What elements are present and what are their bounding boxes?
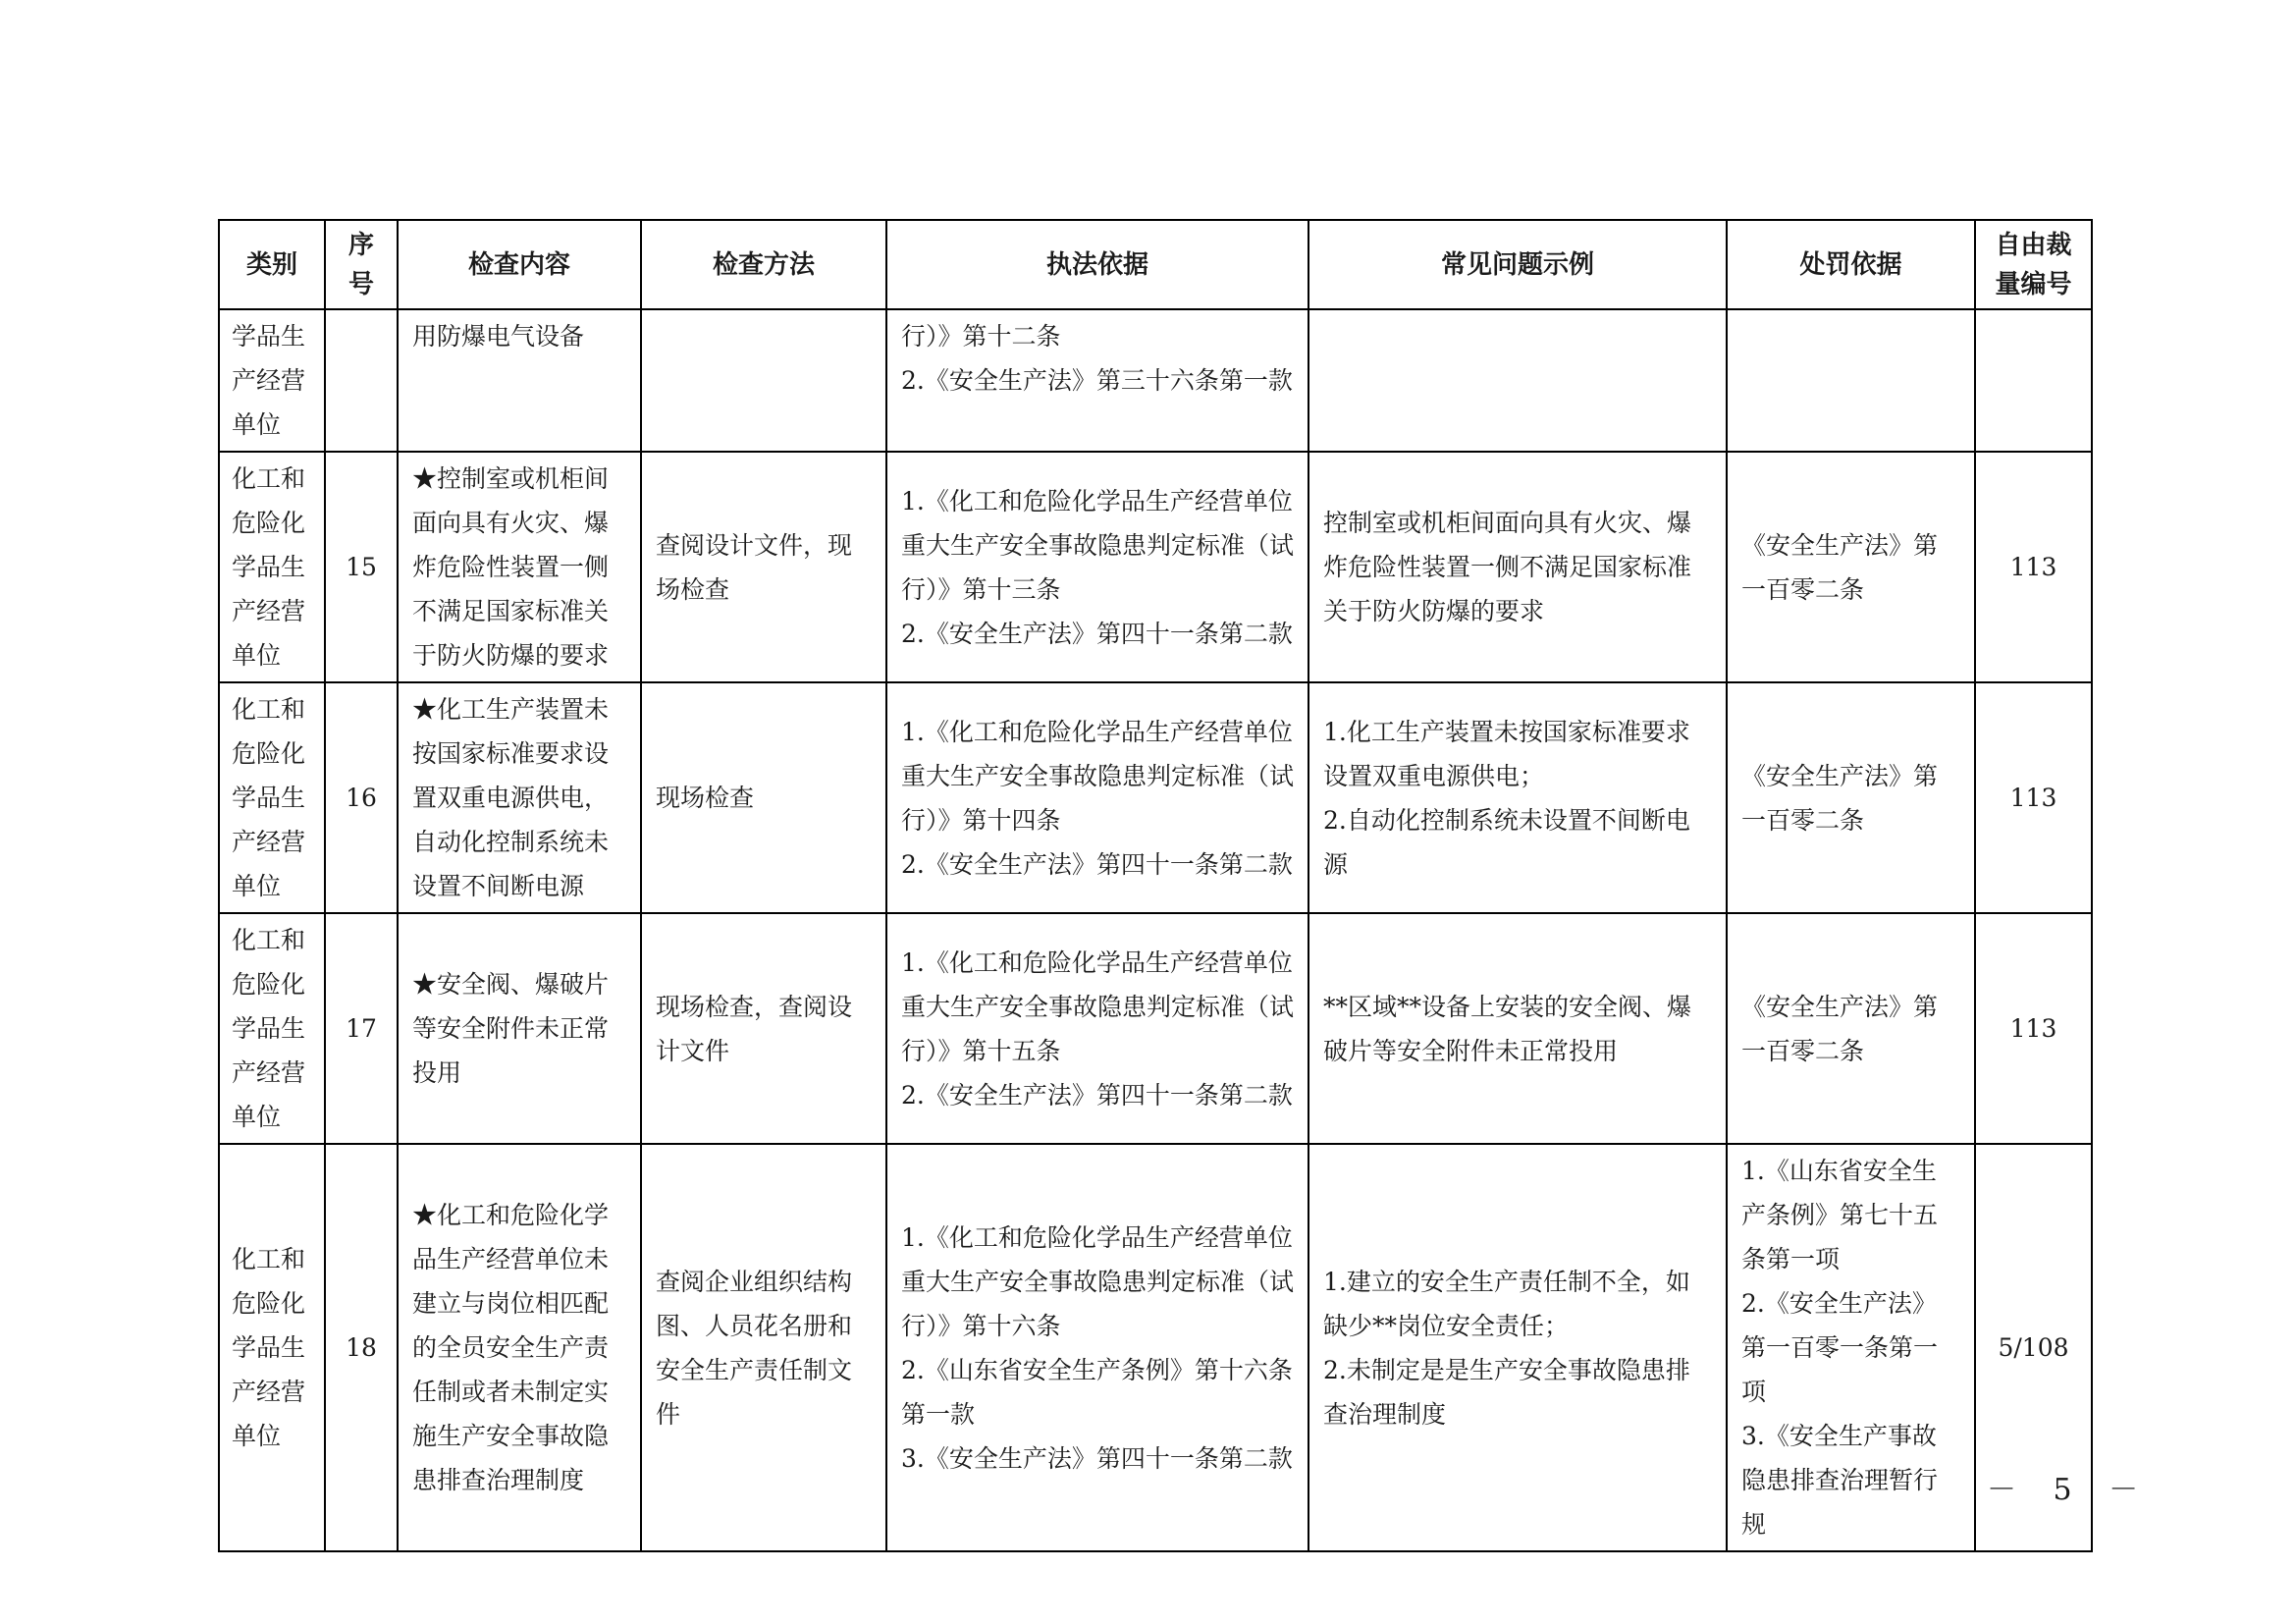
cell-category: 化工和危险化学品生产经营单位 xyxy=(219,913,325,1144)
cell-category: 学品生产经营单位 xyxy=(219,309,325,452)
cell-penalty: 《安全生产法》第一百零二条 xyxy=(1727,913,1975,1144)
cell-content: ★安全阀、爆破片等安全附件未正常投用 xyxy=(398,913,641,1144)
cell-basis: 1.《化工和危险化学品生产经营单位重大生产安全事故隐患判定标准（试行）》第十四条 2.《安全生产法》第四十一条第二款 xyxy=(886,682,1308,913)
cell-method: 现场检查 xyxy=(641,682,886,913)
page-number: － 5 － xyxy=(1987,1473,2153,1507)
cell-basis: 1.《化工和危险化学品生产经营单位重大生产安全事故隐患判定标准（试行）》第十三条 2.《安全生产法》第四十一条第二款 xyxy=(886,452,1308,682)
header-problems: 常见问题示例 xyxy=(1308,220,1727,309)
header-method: 检查方法 xyxy=(641,220,886,309)
cell-method: 查阅设计文件，现场检查 xyxy=(641,452,886,682)
cell-code: 113 xyxy=(1975,913,2092,1144)
cell-basis: 行）》第十二条 2.《安全生产法》第三十六条第一款 xyxy=(886,309,1308,452)
table-row xyxy=(219,682,2092,913)
inspection-table xyxy=(218,219,2093,1552)
cell-problems: 控制室或机柜间面向具有火灾、爆炸危险性装置一侧不满足国家标准关于防火防爆的要求 xyxy=(1308,452,1727,682)
cell-category: 化工和危险化学品生产经营单位 xyxy=(219,452,325,682)
cell-category: 化工和危险化学品生产经营单位 xyxy=(219,682,325,913)
table-row xyxy=(219,309,2092,452)
cell-seq xyxy=(325,309,398,452)
cell-problems: **区域**设备上安装的安全阀、爆破片等安全附件未正常投用 xyxy=(1308,913,1727,1144)
cell-seq: 16 xyxy=(325,682,398,913)
header-content: 检查内容 xyxy=(398,220,641,309)
header-basis: 执法依据 xyxy=(886,220,1308,309)
cell-code xyxy=(1975,309,2092,452)
cell-code: 113 xyxy=(1975,682,2092,913)
cell-penalty: 《安全生产法》第一百零二条 xyxy=(1727,682,1975,913)
cell-problems: 1.建立的安全生产责任制不全，如缺少**岗位安全责任； 2.未制定是是生产安全事故隐患排查治理制度 xyxy=(1308,1144,1727,1551)
cell-code: 5/108 xyxy=(1975,1144,2092,1551)
cell-problems xyxy=(1308,309,1727,452)
cell-method: 现场检查，查阅设计文件 xyxy=(641,913,886,1144)
cell-content: ★化工生产装置未按国家标准要求设置双重电源供电，自动化控制系统未设置不间断电源 xyxy=(398,682,641,913)
cell-penalty: 1.《山东省安全生产条例》第七十五条第一项 2.《安全生产法》第一百零一条第一项 3.《安全生产事故隐患排查治理暂行规 xyxy=(1727,1144,1975,1551)
cell-basis: 1.《化工和危险化学品生产经营单位重大生产安全事故隐患判定标准（试行）》第十五条 2.《安全生产法》第四十一条第二款 xyxy=(886,913,1308,1144)
table-row xyxy=(219,1144,2092,1551)
cell-code: 113 xyxy=(1975,452,2092,682)
header-category: 类别 xyxy=(219,220,325,309)
header-penalty: 处罚依据 xyxy=(1727,220,1975,309)
table-header-row xyxy=(219,220,2092,309)
cell-category: 化工和危险化学品生产经营单位 xyxy=(219,1144,325,1551)
cell-method: 查阅企业组织结构图、人员花名册和安全生产责任制文件 xyxy=(641,1144,886,1551)
cell-problems: 1.化工生产装置未按国家标准要求设置双重电源供电； 2.自动化控制系统未设置不间断电源 xyxy=(1308,682,1727,913)
cell-penalty: 《安全生产法》第一百零二条 xyxy=(1727,452,1975,682)
cell-seq: 15 xyxy=(325,452,398,682)
cell-content: ★控制室或机柜间面向具有火灾、爆炸危险性装置一侧不满足国家标准关于防火防爆的要求 xyxy=(398,452,641,682)
cell-basis: 1.《化工和危险化学品生产经营单位重大生产安全事故隐患判定标准（试行）》第十六条 2.《山东省安全生产条例》第十六条第一款 3.《安全生产法》第四十一条第二款 xyxy=(886,1144,1308,1551)
cell-seq: 17 xyxy=(325,913,398,1144)
cell-penalty xyxy=(1727,309,1975,452)
cell-content: ★化工和危险化学品生产经营单位未建立与岗位相匹配的全员安全生产责任制或者未制定实施生产安全事故隐患排查治理制度 xyxy=(398,1144,641,1551)
header-seq: 序号 xyxy=(325,220,398,309)
table-row xyxy=(219,913,2092,1144)
header-code: 自由裁量编号 xyxy=(1975,220,2092,309)
cell-seq: 18 xyxy=(325,1144,398,1551)
table-row xyxy=(219,452,2092,682)
cell-method xyxy=(641,309,886,452)
cell-content: 用防爆电气设备 xyxy=(398,309,641,452)
